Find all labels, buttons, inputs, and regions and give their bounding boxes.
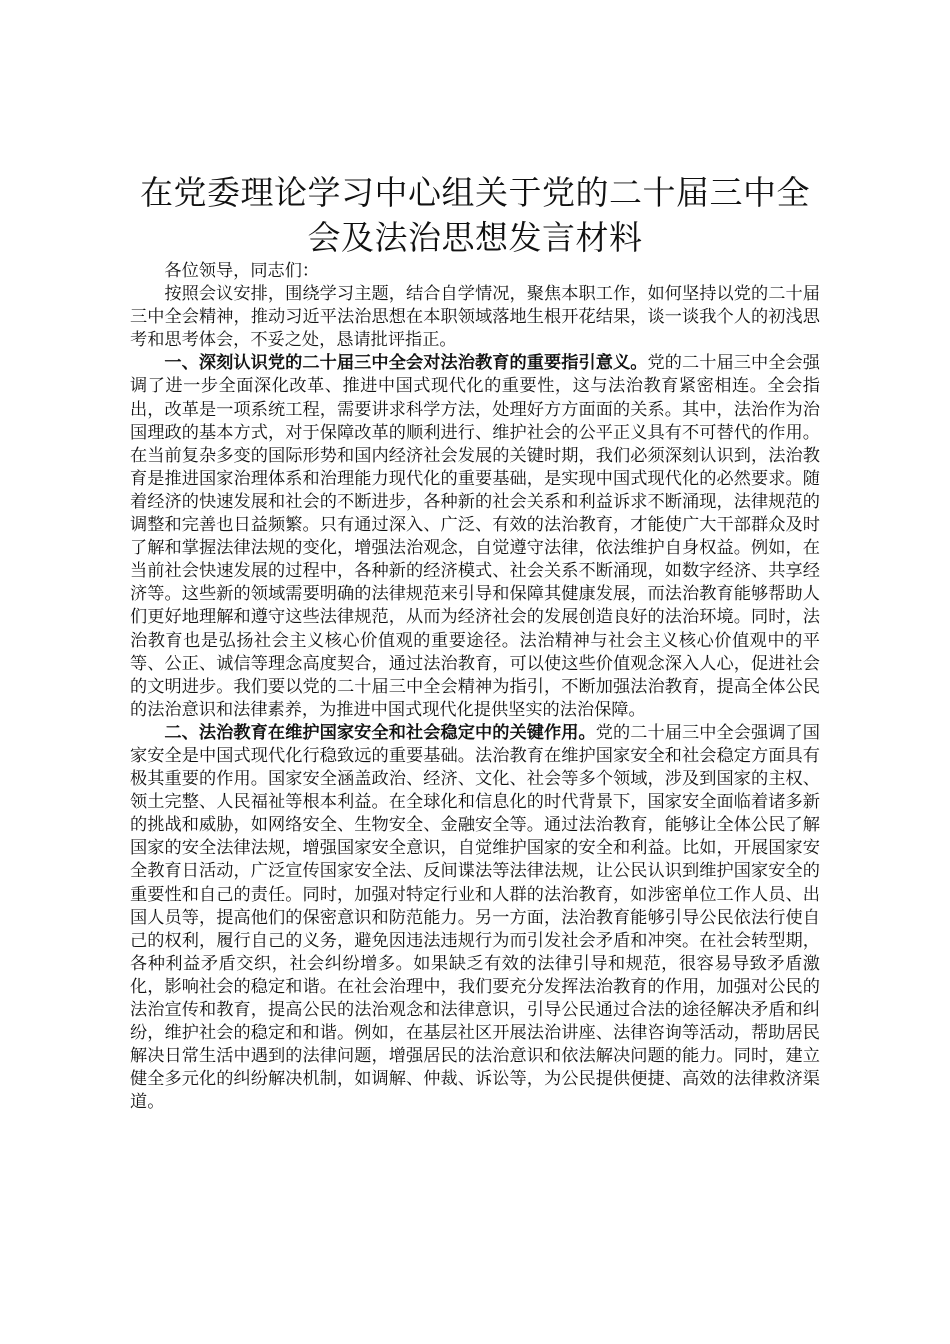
section-2-heading: 二、法治教育在维护国家安全和社会稳定中的关键作用。 <box>164 722 596 743</box>
section-1-heading: 一、深刻认识党的二十届三中全会对法治教育的重要指引意义。 <box>164 353 648 374</box>
document-page <box>130 170 820 1114</box>
section-1-paragraph <box>130 352 820 722</box>
intro-paragraph: 按照会议安排，围绕学习主题，结合自学情况，聚焦本职工作，如何坚持以党的二十届三中全会精神，推动习近平法治思想在本职领域落地生根开花结果，谈一谈我个人的初浅思考和思考体会，不妥之处，恳请批评指正。 <box>130 284 820 351</box>
document-title: 在党委理论学习中心组关于党的二十届三中全会及法治思想发言材料 <box>140 173 810 257</box>
section-2-paragraph <box>130 722 820 1115</box>
section-2-body: 党的二十届三中全会强调了国家安全是中国式现代化行稳致远的重要基础。法治教育在维护国家安全和社会稳定方面具有极其重要的作用。国家安全涵盖政治、经济、文化、社会等多个领域，涉及到国家的主权、领土完整、人民福祉等根本利益。在全球化和信息化的时代背景下，国家安全面临着诸多新的挑战和威胁，如网络安全、生物安全、金融安全等。通过法治教育，能够让全体公民了解国家的安全法律法规，增强国家安全意识，自觉维护国家的安全和利益。比如，开展国家安全教育日活动，广泛宣传国家安全法、反间谍法等法律法规，让公民认识到维护国家安全的重要性和自己的责任。同时，加强对特定行业和人群的法治教育，如涉密单位工作人员、出国人员等，提高他们的保密意识和防范能力。另一方面，法治教育能够引导公民依法行使自己的权利，履行自己的义务，避免因违法违规行为而引发社会矛盾和冲突。在社会转型期，各种利益矛盾交织，社会纠纷增多。如果缺乏有效的法律引导和规范，很容易导致矛盾激化，影响社会的稳定和谐。在社会治理中，我们要充分发挥法治教育的作用，加强对公民的法治宣传和教育，提高公民的法治观念和法律意识，引导公民通过合法的途径解决矛盾和纠纷，维护社会的稳定和和谐。例如，在基层社区开展法治讲座、法律咨询等活动，帮助居民解决日常生活中遇到的法律问题，增强居民的法治意识和依法解决问题的能力。同时，建立健全多元化的纠纷解决机制，如调解、仲裁、诉讼等，为公民提供便捷、高效的法律救济渠道。 <box>130 722 820 1113</box>
section-1-body: 党的二十届三中全会强调了进一步全面深化改革、推进中国式现代化的重要性，这与法治教育紧密相连。全会指出，改革是一项系统工程，需要讲求科学方法，处理好方方面面的关系。其中，法治作为治国理政的基本方式，对于保障改革的顺利进行、维护社会的公平正义具有不可替代的作用。在当前复杂多变的国际形势和国内经济社会发展的关键时期，我们必须深刻认识到，法治教育是推进国家治理体系和治理能力现代化的重要基础，是实现中国式现代化的必然要求。随着经济的快速发展和社会的不断进步，各种新的社会关系和利益诉求不断涌现，法律规范的调整和完善也日益频繁。只有通过深入、广泛、有效的法治教育，才能使广大干部群众及时了解和掌握法律法规的变化，增强法治观念，自觉遵守法律，依法维护自身权益。例如，在当前社会快速发展的过程中，各种新的经济模式、社会关系不断涌现，如数字经济、共享经济等。这些新的领域需要明确的法律规范来引导和保障其健康发展，而法治教育能够帮助人们更好地理解和遵守这些法律规范，从而为经济社会的发展创造良好的法治环境。同时，法治教育也是弘扬社会主义核心价值观的重要途径。法治精神与社会主义核心价值观中的平等、公正、诚信等理念高度契合，通过法治教育，可以使这些价值观念深入人心，促进社会的文明进步。我们要以党的二十届三中全会精神为指引，不断加强法治教育，提高全体公民的法治意识和法律素养，为推进中国式现代化提供坚实的法治保障。 <box>130 353 820 720</box>
salutation: 各位领导，同志们： <box>164 261 320 281</box>
